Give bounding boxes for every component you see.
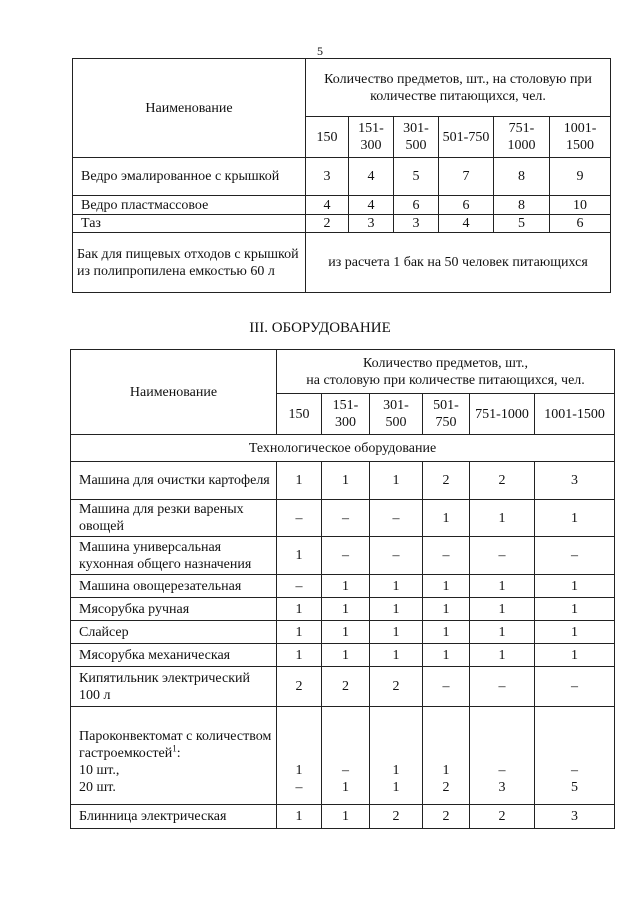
cell: 5 <box>394 158 439 196</box>
t2-header-qty <box>277 350 615 394</box>
cell: 1 <box>423 575 470 598</box>
t2-header-qty-line2: на столовую при количестве питающихся, чел. <box>306 372 585 388</box>
cell: 1 <box>535 621 615 644</box>
cell: 1 <box>277 462 322 500</box>
t1-col-header: 751-1000 <box>494 117 550 158</box>
cell: 2 <box>423 805 470 829</box>
cell-value: 1 <box>342 780 349 795</box>
cell: 1 <box>470 575 535 598</box>
cell: 1 <box>470 621 535 644</box>
table-row-parokonvektomat <box>71 707 615 805</box>
cell: 1 <box>277 537 322 575</box>
row-name: Блинница электрическая <box>71 805 277 829</box>
cell: 1 <box>322 575 370 598</box>
cell: 1 <box>322 598 370 621</box>
t2-header-name: Наименование <box>71 350 277 435</box>
cell: 8 <box>494 196 550 215</box>
t2-col-header: 301-500 <box>370 394 423 435</box>
cell: 7 <box>439 158 494 196</box>
cell-value: 2 <box>442 780 450 795</box>
table-row <box>71 644 615 667</box>
row-name: Ведро пластмассовое <box>73 196 306 215</box>
cell: 1 <box>423 644 470 667</box>
cell: 8 <box>494 158 550 196</box>
cell: 2 <box>370 805 423 829</box>
cell: – <box>535 537 615 575</box>
row-name: Машина универсальная кухонная общего назначения <box>71 537 277 575</box>
cell: 1 <box>470 598 535 621</box>
cell: 2 <box>423 462 470 500</box>
cell: 1 <box>535 575 615 598</box>
cell: 2 <box>370 667 423 707</box>
cell: 4 <box>439 215 494 233</box>
row-name: Кипятильник электрический 100 л <box>71 667 277 707</box>
cell <box>535 707 615 805</box>
cell <box>470 707 535 805</box>
utensils-table <box>72 58 611 293</box>
cell-value: – <box>295 780 303 795</box>
t1-col-header: 301-500 <box>394 117 439 158</box>
t1-col-header: 1001-1500 <box>550 117 611 158</box>
row-name: Машина овощерезательная <box>71 575 277 598</box>
cell: 1 <box>535 598 615 621</box>
table-row <box>73 233 611 293</box>
cell: 1 <box>370 575 423 598</box>
table-row <box>73 215 611 233</box>
cell: – <box>322 500 370 537</box>
cell: 1 <box>423 500 470 537</box>
cell: 3 <box>535 805 615 829</box>
t2-header-qty-line1: Количество предметов, шт., <box>363 355 529 371</box>
cell: 6 <box>439 196 494 215</box>
t1-col-header: 150 <box>306 117 349 158</box>
cell <box>277 707 322 805</box>
footnote-mark: 1 <box>172 743 177 754</box>
cell: 1 <box>370 598 423 621</box>
cell: 1 <box>470 644 535 667</box>
table-row <box>71 598 615 621</box>
cell: – <box>470 667 535 707</box>
cell: – <box>370 537 423 575</box>
cell-value: – <box>571 763 579 778</box>
row-name <box>71 707 277 805</box>
subheader: Технологическое оборудование <box>71 435 615 462</box>
row-name: Мясорубка механическая <box>71 644 277 667</box>
cell: 10 <box>550 196 611 215</box>
cell: 3 <box>394 215 439 233</box>
row-name: Мясорубка ручная <box>71 598 277 621</box>
cell: 1 <box>322 644 370 667</box>
cell: 2 <box>277 667 322 707</box>
t2-col-header: 150 <box>277 394 322 435</box>
cell: 4 <box>306 196 349 215</box>
table-row <box>73 196 611 215</box>
cell: 2 <box>470 805 535 829</box>
cell: 1 <box>322 462 370 500</box>
table-row <box>71 537 615 575</box>
cell: 1 <box>277 644 322 667</box>
cell: – <box>277 500 322 537</box>
cell: 1 <box>277 621 322 644</box>
t2-col-header: 501-750 <box>423 394 470 435</box>
cell <box>322 707 370 805</box>
t1-header-name: Наименование <box>73 59 306 158</box>
cell: 1 <box>322 805 370 829</box>
cell: 1 <box>322 621 370 644</box>
cell-value: – <box>498 763 506 778</box>
cell: 4 <box>349 196 394 215</box>
row-name: Машина для резки вареных овощей <box>71 500 277 537</box>
cell-value: 3 <box>498 780 506 795</box>
t2-col-header: 751-1000 <box>470 394 535 435</box>
row-name: Ведро эмалированное с крышкой <box>73 158 306 196</box>
page-number: 5 <box>317 44 323 58</box>
cell: 1 <box>423 598 470 621</box>
cell <box>370 707 423 805</box>
table-row <box>71 667 615 707</box>
t1-col-header: 151-300 <box>349 117 394 158</box>
t2-col-header: 1001-1500 <box>535 394 615 435</box>
cell: 2 <box>470 462 535 500</box>
bak-note: из расчета 1 бак на 50 человек питающихся <box>306 233 611 293</box>
cell-value: 1 <box>392 763 400 778</box>
t1-col-header: 501-750 <box>439 117 494 158</box>
cell: 4 <box>349 158 394 196</box>
equipment-table <box>70 349 615 829</box>
cell: – <box>423 667 470 707</box>
cell: 5 <box>494 215 550 233</box>
row-name: Слайсер <box>71 621 277 644</box>
t1-header-qty: Количество предметов, шт., на столовую при количестве питающихся, чел. <box>306 59 611 117</box>
parokonv-sub1: 10 шт., <box>79 763 120 778</box>
cell-value: 1 <box>442 763 450 778</box>
cell: 6 <box>394 196 439 215</box>
table-row <box>71 621 615 644</box>
cell: 1 <box>535 644 615 667</box>
cell: 6 <box>550 215 611 233</box>
cell: – <box>423 537 470 575</box>
cell: 1 <box>470 500 535 537</box>
cell: – <box>277 575 322 598</box>
row-name: Машина для очистки картофеля <box>71 462 277 500</box>
cell-value: 5 <box>571 780 579 795</box>
cell: 2 <box>306 215 349 233</box>
cell: 1 <box>277 598 322 621</box>
cell-value: 1 <box>295 763 303 778</box>
table-row <box>71 462 615 500</box>
table-row <box>71 500 615 537</box>
cell <box>423 707 470 805</box>
cell: – <box>322 537 370 575</box>
table-row <box>71 805 615 829</box>
cell: 3 <box>306 158 349 196</box>
cell: 1 <box>535 500 615 537</box>
row-name: Таз <box>73 215 306 233</box>
cell-value: 1 <box>392 780 400 795</box>
parokonv-sub2: 20 шт. <box>79 780 116 795</box>
cell: – <box>535 667 615 707</box>
table-row <box>73 158 611 196</box>
cell: – <box>370 500 423 537</box>
row-name: Бак для пищевых отходов с крышкой из полипропилена емкостью 60 л <box>73 233 306 293</box>
cell: 3 <box>535 462 615 500</box>
table-row <box>71 575 615 598</box>
cell: 1 <box>423 621 470 644</box>
cell: 3 <box>349 215 394 233</box>
parokonv-name: Пароконвектомат с количеством гастроемкостей <box>79 729 272 761</box>
cell: 1 <box>370 462 423 500</box>
cell: 1 <box>370 644 423 667</box>
t2-col-header: 151-300 <box>322 394 370 435</box>
cell: 1 <box>277 805 322 829</box>
cell: 2 <box>322 667 370 707</box>
cell: 9 <box>550 158 611 196</box>
section-title: III. ОБОРУДОВАНИЕ <box>249 320 391 336</box>
cell: – <box>470 537 535 575</box>
cell-value: – <box>342 763 349 778</box>
parokonv-name-end: : <box>176 746 181 761</box>
cell: 1 <box>370 621 423 644</box>
